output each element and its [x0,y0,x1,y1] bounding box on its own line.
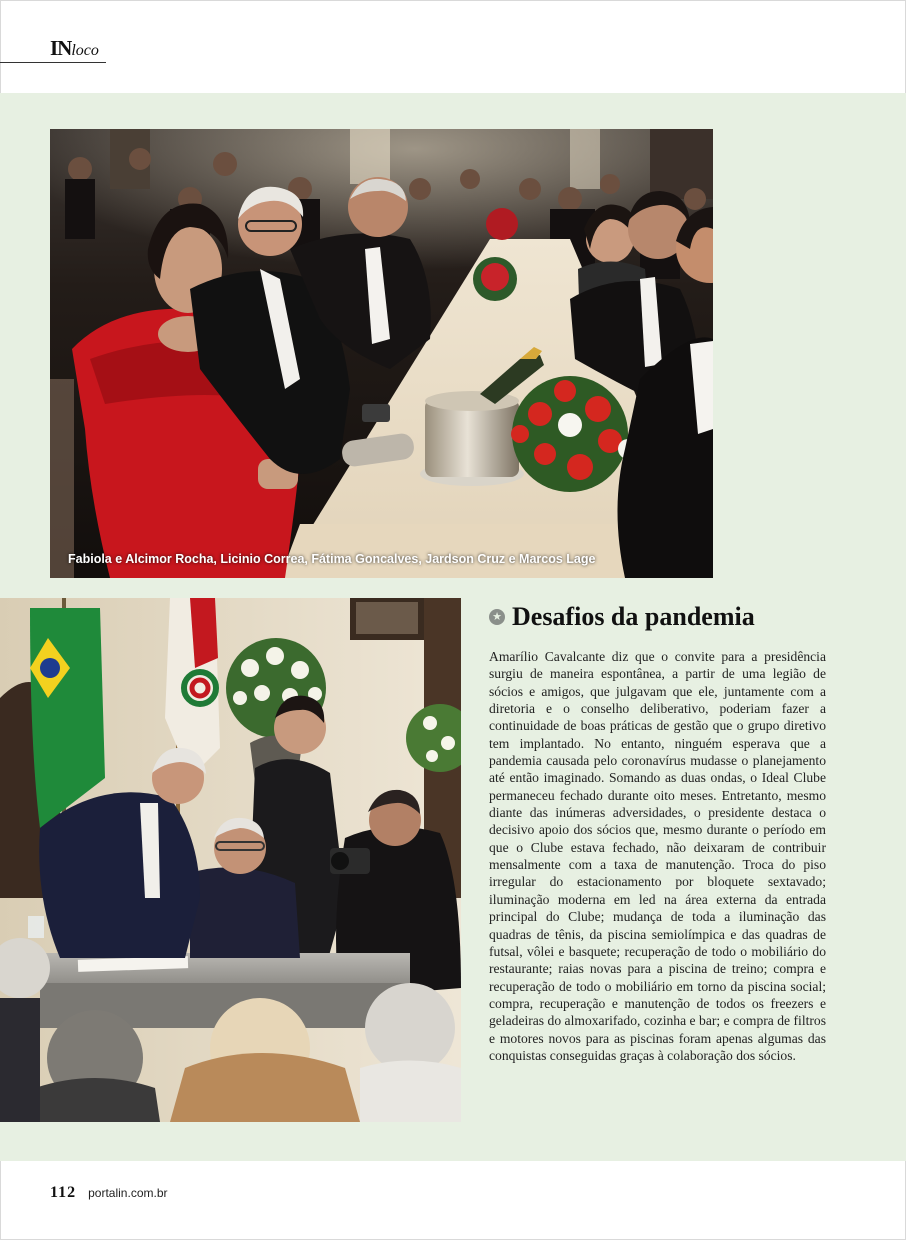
article-heading: Desafios da pandemia [512,602,755,631]
photo-caption: Fabiola e Alcimor Rocha, Licinio Correa, Fátima Goncalves, Jardson Cruz e Marcos Lage [68,552,596,566]
gala-dinner-photo [50,129,713,578]
logo-in: IN [50,36,72,60]
page-number: 112 [50,1184,77,1201]
signing-ceremony-photo [0,598,461,1122]
page-footer [50,1184,168,1202]
gala-dinner-illustration [50,129,713,578]
section-logo [50,36,99,61]
logo-loco: loco [71,42,99,59]
signing-ceremony-illustration [0,598,461,1122]
header-rule [0,62,106,63]
section-heading [489,602,755,632]
site-url: portalin.com.br [88,1186,168,1200]
article-body: Amarílio Cavalcante diz que o convite para a presidência surgiu de maneira espontânea, a partir de uma legião de sócios e amigos, que julgavam que ele, juntamente com a diretoria e o conselho deliberativo, poderiam fazer a continuidade de boas práticas de gestão que o grupo diretivo tem implantado. No entanto, ninguém esperava que a pandemia causada pelo coronavírus mudasse o planejamento até então imaginado. Somando as duas ondas, o Ideal Clube permaneceu fechado durante oito meses. Entretanto, mesmo diante das inúmeras adversidades, o presidente destaca o decisivo apoio dos sócios que, mesmo durante o período em que o Clube estava fechado, não deixaram de contribuir mensalmente com a taxa de manutenção. Troca do piso irregular do estacionamento por bloquete sextavado; iluminação moderna em led na área externa da entrada principal do Clube; mudança de toda a iluminação das quadras de tênis, da piscina semiolímpica e das quadras de futsal, vôlei e basquete; recuperação de todo o mobiliário do restaurante; raias novas para a piscina de treino; compra e recuperação de todo o mobiliário em torno da piscina social; compra, recuperação e manutenção de todos os freezers e geladeiras do almoxarifado, cozinha e bar; e compra de filtros e motores novos para as piscinas foram apenas algumas das conquistas conseguidas graças à colaboração dos sócios. [489,649,826,1063]
star-circle-icon: ★ [489,609,505,625]
